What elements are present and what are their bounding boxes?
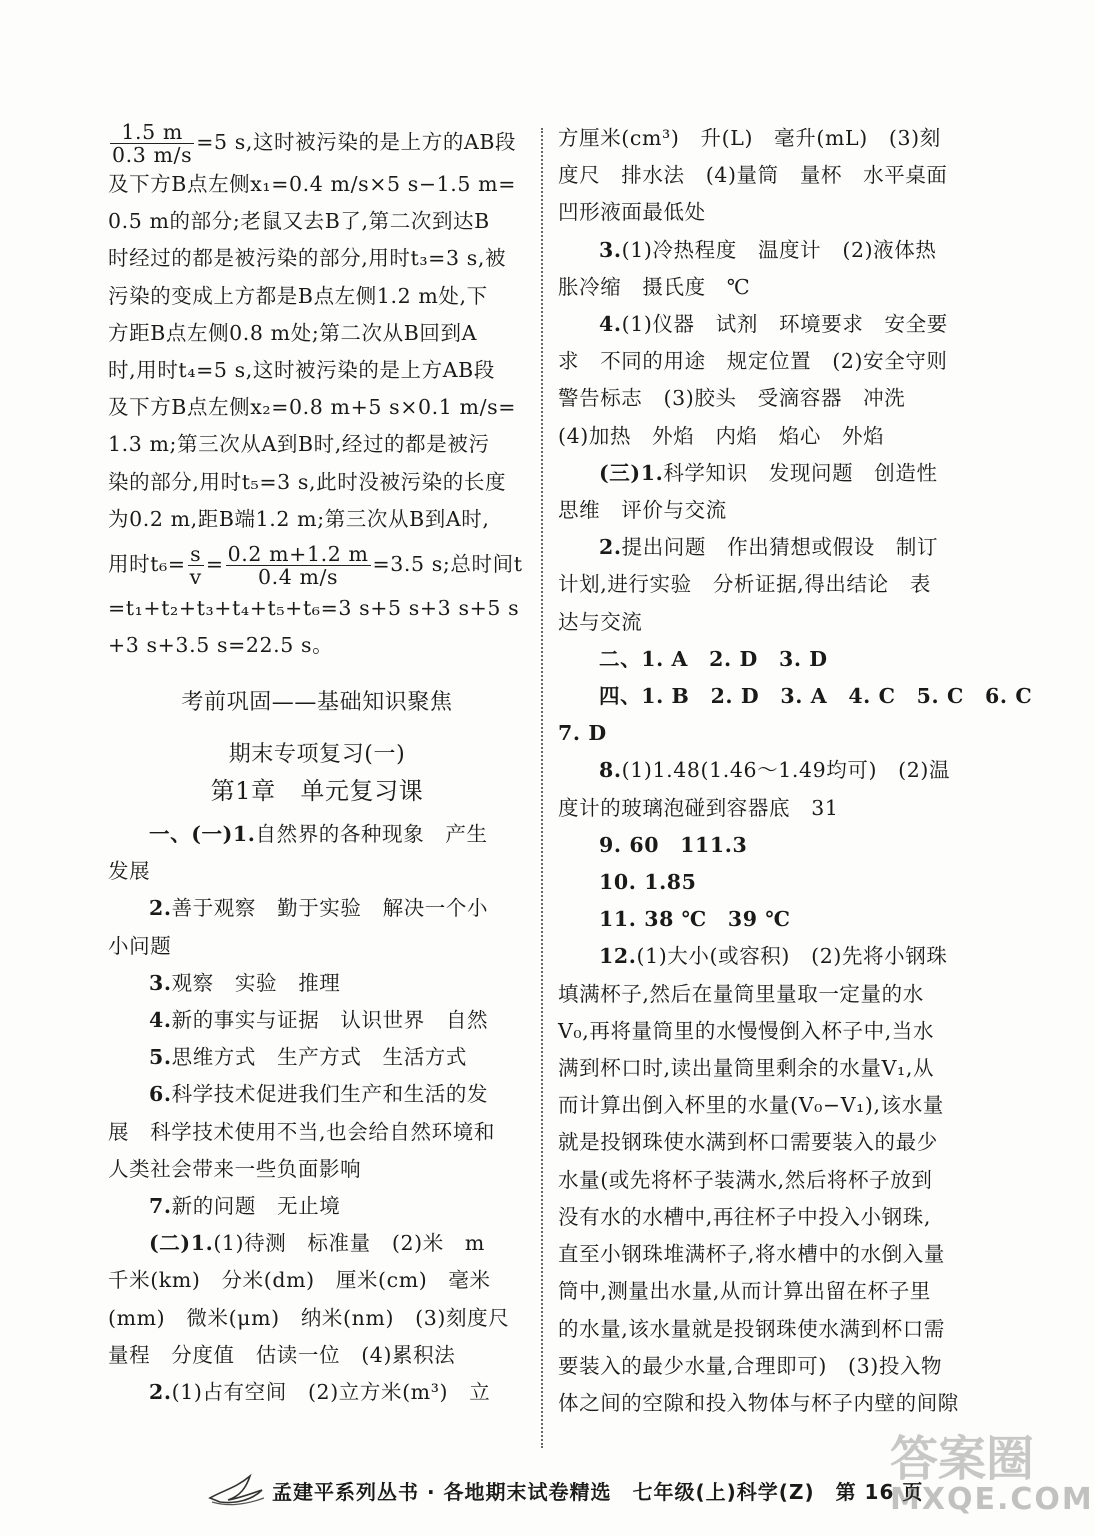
answer-line [108, 890, 526, 927]
answer-line: 要装入的最少水量,合理即可) (3)投入物 [558, 1353, 943, 1378]
solution-line: +3 s+3.5 s=22.5 s。 [108, 633, 334, 658]
answer-line [108, 1002, 526, 1039]
answer-line: 就是投钢珠使水满到杯口需要装入的最少 [558, 1130, 938, 1155]
solution-line: 1.3 m;第三次从A到B时,经过的都是被污 [108, 432, 490, 457]
answer-number: 3. [149, 970, 172, 995]
solution-line: 染的部分,用时t₅=3 s,此时没被污染的长度 [108, 469, 507, 494]
solution-line: 时经过的都是被污染的部分,用时t₃=3 s,被 [108, 246, 507, 271]
watermark-logo [880, 1414, 1094, 1524]
answer-line: 水量(或先将杯子装满水,然后将杯子放到 [558, 1167, 933, 1192]
answer-number: 2. [599, 535, 622, 560]
answer-line: 11. 38 ℃ 39 ℃ [599, 907, 791, 932]
fraction [226, 543, 371, 588]
solution-line: 方距B点左侧0.8 m处;第二次从B回到A [108, 320, 477, 345]
answer-line: 满到杯口时,读出量筒里剩余的水量V₁,从 [558, 1056, 935, 1081]
solution-line: 污染的变成上方都是B点左侧1.2 m处,下 [108, 283, 488, 308]
answer-line: 筒中,测量出水量,从而计算出留在杯子里 [558, 1279, 931, 1304]
answer-line: 直至小钢珠堆满杯子,将水槽中的水倒入量 [558, 1242, 945, 1267]
answer-line: 度尺 排水法 (4)量筒 量杯 水平桌面 [558, 163, 948, 188]
answer-text: 提出问题 作出猜想或假设 制订 [621, 535, 939, 560]
solution-line: 0.5 m的部分;老鼠又去B了,第二次到达B [108, 209, 490, 234]
watermark-title: 答案圈 [890, 1431, 1035, 1487]
solution-line: 及下方B点左侧x₁=0.4 m/s×5 s−1.5 m= [108, 172, 516, 196]
answer-line: 警告标志 (3)胶头 受滴容器 冲洗 [558, 386, 906, 411]
solution-line: 为0.2 m,距B端1.2 m;第三次从B到A时, [108, 506, 490, 531]
answer-line: 没有水的水槽中,再往杯子中投入小钢珠, [558, 1204, 931, 1229]
answer-text: 新的问题 无止境 [171, 1194, 341, 1219]
answer-line: 达与交流 [558, 609, 643, 634]
text: =5 s,这时被污染的是上方的AB段 [196, 130, 517, 154]
answer-line: 人类社会带来一些负面影响 [108, 1156, 362, 1181]
answer-line: 体之间的空隙和投入物体与杯子内壁的间隙 [558, 1390, 959, 1415]
answer-line: 展 科学技术使用不当,也会给自然环境和 [108, 1119, 495, 1144]
answer-line [108, 1225, 526, 1262]
answer-number: (三)1. [599, 460, 664, 485]
answer-line [558, 752, 976, 789]
answer-line [108, 816, 526, 853]
answer-line: 而计算出倒入杯里的水量(V₀−V₁),该水量 [558, 1093, 944, 1118]
answer-line [108, 965, 526, 1002]
solution-line: =t₁+t₂+t₃+t₄+t₅+t₆=3 s+5 s+3 s+5 s [108, 596, 520, 621]
answer-line: 10. 1.85 [599, 870, 697, 895]
answer-text: 科学技术促进我们生产和生活的发 [171, 1082, 489, 1107]
answer-line: (4)加热 外焰 内焰 焰心 外焰 [558, 423, 885, 448]
fraction-denominator: v [189, 565, 202, 590]
answer-line [558, 455, 976, 492]
answer-number: 4. [599, 312, 622, 337]
watermark-url: MXQE.COM [890, 1482, 1094, 1517]
answer-number: 7. [149, 1194, 172, 1219]
answer-text: (1)仪器 试剂 环境要求 安全要 [621, 312, 948, 337]
answer-number: 2. [149, 896, 172, 921]
answer-number: 12. [599, 944, 637, 969]
answer-line: 思维 评价与交流 [558, 498, 727, 523]
solution-line [108, 120, 526, 166]
footer-text: 孟建平系列丛书 · 各地期末试卷精选 七年级(上)科学(Z) 第 16 页 [272, 1480, 924, 1504]
right-column [558, 120, 1033, 1422]
answer-text: (1)待测 标准量 (2)米 m [213, 1231, 485, 1256]
answer-line [558, 529, 976, 566]
answer-line: (mm) 微米(μm) 纳米(nm) (3)刻度尺 [108, 1305, 510, 1330]
answer-text: 思维方式 生产方式 生活方式 [171, 1045, 468, 1070]
answer-line: 胀冷缩 摄氏度 ℃ [558, 274, 751, 299]
fraction [188, 543, 204, 588]
section-title: 考前巩固——基础知识聚焦 [181, 690, 453, 716]
answer-line [558, 938, 976, 975]
left-column [108, 120, 526, 1411]
answer-number: 8. [599, 758, 622, 783]
answer-line: V₀,再将量筒里的水慢慢倒入杯子中,当水 [558, 1018, 935, 1043]
answer-line [108, 1076, 526, 1113]
answer-number: 6. [149, 1082, 172, 1107]
text: =3.5 s;总时间t [372, 552, 523, 577]
answer-text: 自然界的各种现象 产生 [255, 822, 488, 847]
answer-line: 小问题 [108, 933, 172, 958]
answer-line: 千米(km) 分米(dm) 厘米(cm) 毫米 [108, 1268, 491, 1293]
answer-line: 四、1. B 2. D 3. A 4. C 5. C 6. C [599, 684, 1033, 709]
solution-line [108, 538, 526, 590]
answer-line: 凹形液面最低处 [558, 200, 706, 225]
text: 用时t₆= [108, 552, 186, 577]
answer-line: 9. 60 111.3 [599, 832, 748, 857]
text: = [205, 552, 224, 577]
answer-number: (二)1. [149, 1231, 214, 1256]
answer-number: 4. [149, 1008, 172, 1033]
answer-line: 二、1. A 2. D 3. D [599, 646, 828, 671]
answer-line: 计划,进行实验 分析证据,得出结论 表 [558, 572, 931, 597]
chapter-title: 第1章 单元复习课 [210, 776, 424, 805]
column-divider [541, 128, 543, 1448]
answer-line: 填满杯子,然后在量筒里量取一定量的水 [558, 981, 924, 1006]
answer-number: 一、(一)1. [149, 822, 256, 847]
answer-text: 善于观察 勤于实验 解决一个小 [171, 896, 489, 921]
answer-line: 的水量,该水量就是投钢珠使水满到杯口需 [558, 1316, 945, 1341]
fraction-numerator: s [188, 543, 204, 566]
answer-text: (1)大小(或容积) (2)先将小钢珠 [636, 944, 948, 969]
answer-text: (1)占有空间 (2)立方米(m³) 立 [171, 1380, 491, 1405]
solution-line: 时,用时t₄=5 s,这时被污染的是上方AB段 [108, 358, 495, 383]
answer-text: 科学知识 发现问题 创造性 [663, 460, 938, 485]
answer-line [108, 1039, 526, 1076]
fraction-denominator: 0.4 m/s [257, 565, 339, 590]
fraction [110, 121, 194, 166]
answer-line: 量程 分度值 估读一位 (4)累积法 [108, 1342, 456, 1367]
answer-line: 度计的玻璃泡碰到容器底 31 [558, 795, 839, 820]
bird-logo-icon [206, 1468, 268, 1512]
answer-text: (1)冷热程度 温度计 (2)液体热 [621, 237, 937, 262]
fraction-numerator: 0.2 m+1.2 m [227, 542, 369, 567]
answer-number: 2. [149, 1380, 172, 1405]
answer-number: 5. [149, 1045, 172, 1070]
section-subtitle: 期末专项复习(一) [228, 741, 406, 767]
answer-line: 方厘米(cm³) 升(L) 毫升(mL) (3)刻 [558, 126, 941, 150]
answer-line: 发展 [108, 859, 151, 884]
answer-line: 求 不同的用途 规定位置 (2)安全守则 [558, 349, 948, 374]
answer-text: 新的事实与证据 认识世界 自然 [171, 1008, 489, 1033]
answer-line [108, 1374, 526, 1411]
answer-text: 观察 实验 推理 [171, 970, 341, 995]
answer-line [558, 232, 976, 269]
solution-line: 及下方B点左侧x₂=0.8 m+5 s×0.1 m/s= [108, 395, 516, 420]
fraction-numerator: 1.5 m [110, 121, 194, 144]
answer-line [108, 1188, 526, 1225]
answer-text: (1)1.48(1.46～1.49均可) (2)温 [621, 758, 951, 783]
answer-line [558, 306, 976, 343]
answer-number: 3. [599, 237, 622, 262]
answer-line: 7. D [558, 721, 607, 746]
fraction-denominator: 0.3 m/s [112, 143, 193, 167]
